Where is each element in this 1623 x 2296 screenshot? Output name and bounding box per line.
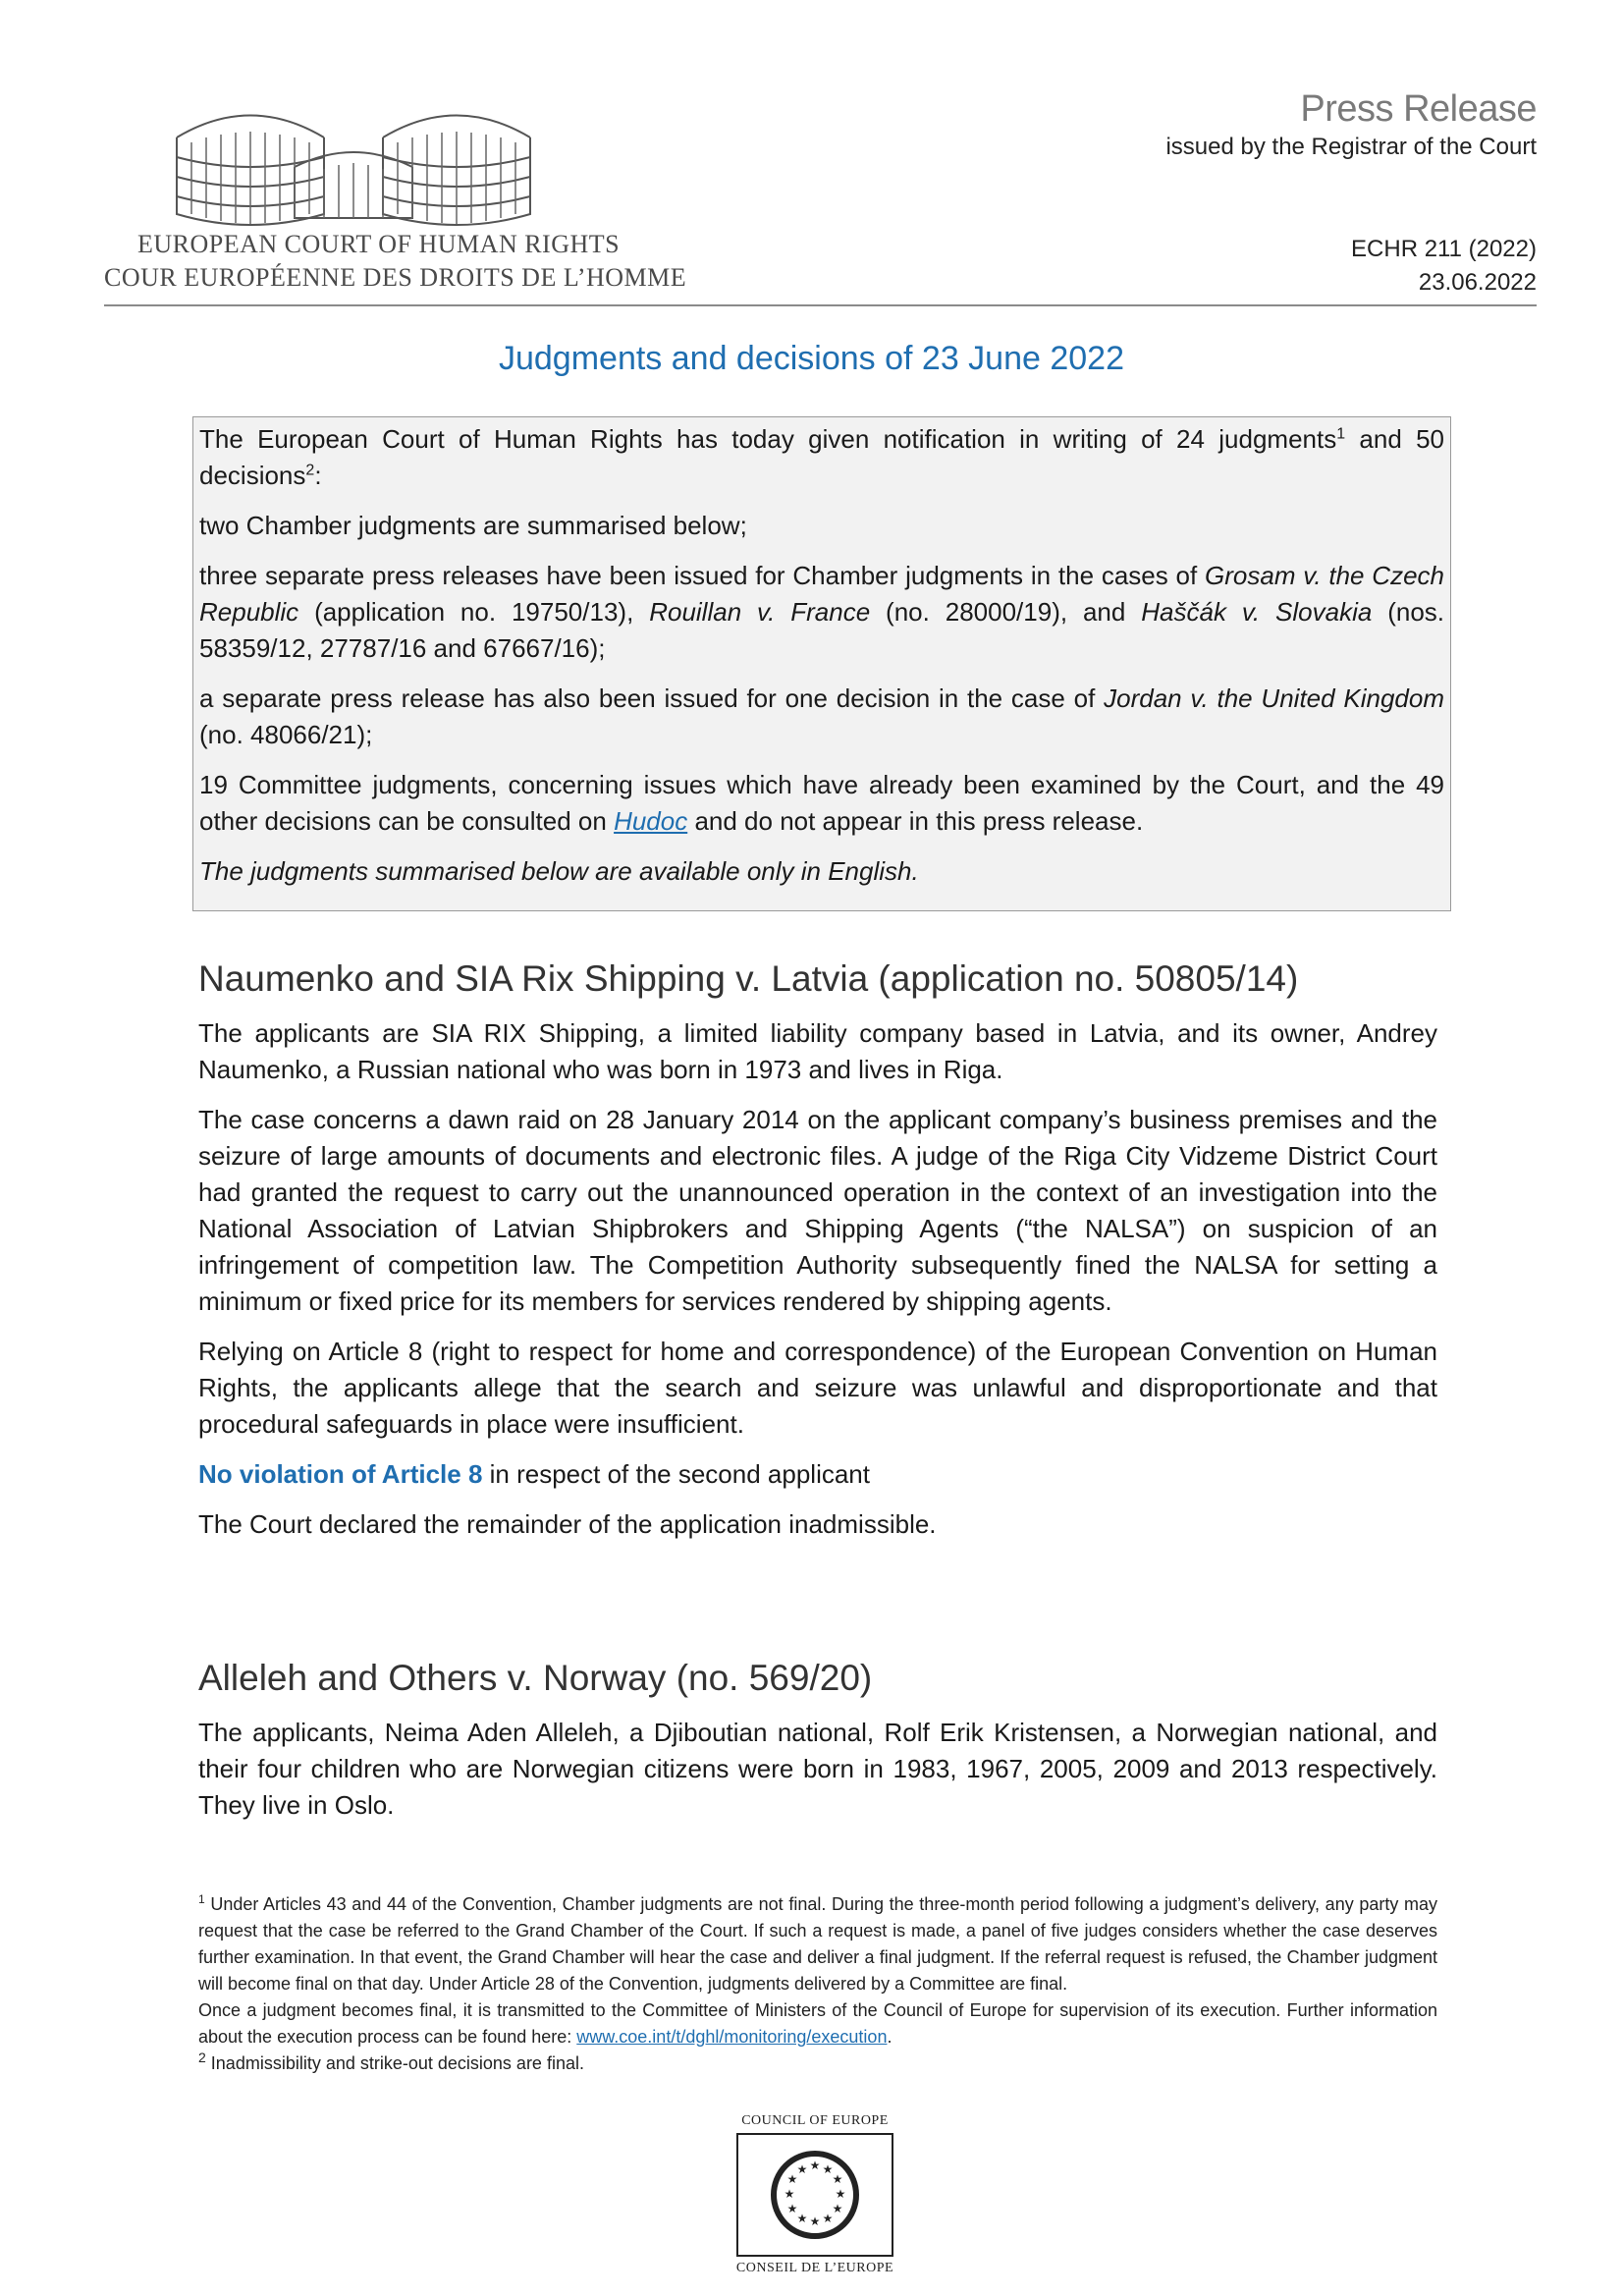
coe-emblem [736,2133,893,2257]
case-paragraph: The case concerns a dawn raid on 28 January 2014 on the applicant company’s business premises and the seizure of large amounts of documents and electronic files. A judge of the Riga City Vidzeme District Court had granted the request to carry out the unannounced operation in the context of an investigation into the National Association of Latvian Shipbrokers and Shipping Agents (“the NALSA”) on suspicion of an infringement of competition law. The Competition Authority subsequently fined the NALSA for setting a minimum or fixed price for its members for services rendered by shipping agents. [198,1105,1437,1316]
case-heading: Naumenko and SIA Rix Shipping v. Latvia (application no. 50805/14) [198,958,1299,999]
footnote-2: $^2$ Inadmissibility and strike-out decisions are final. [198,2050,584,2073]
case-name: Rouillan v. France [649,597,871,627]
summary-paragraph-6: The judgments summarised below are available only in English. [199,856,919,886]
svg-text:★: ★ [786,2202,798,2215]
court-building-logo [98,98,560,236]
case-paragraph: The applicants are SIA RIX Shipping, a limited liability company based in Latvia, and its owner, Andrey Naumenko, a Russian national who was born in 1973 and lives in Riga. [198,1018,1437,1084]
summary-paragraph-1: The European Court of Human Rights has today given notification in writing of 24 judgments$^1$ and 50 decisions$^2$: [199,424,1445,490]
coe-name-english: COUNCIL OF EUROPE [741,2113,889,2128]
footnote-ref-1[interactable]: 1 [1336,425,1346,443]
case-heading: Alleleh and Others v. Norway (no. 569/20) [198,1658,873,1698]
header-divider [104,304,1537,306]
svg-text:★: ★ [809,2159,821,2172]
summary-paragraph-3: three separate press releases have been issued for Chamber judgments in the cases of Grosam v. the Czech Republic (application no. 19750/13), Rouillan v. France (no. 28000/19), and Haščák v. Slovakia (nos. 58359/12, 27787/16 and 67667/16); [199,561,1445,663]
case-name: Jordan v. the United Kingdom [1104,683,1444,713]
case-section-alleleh [198,1658,1437,1837]
svg-text:★: ★ [809,2214,821,2228]
footnote-1-continued: Once a judgment becomes final, it is transmitted to the Committee of Ministers of the Council of Europe for supervision of its execution. Further information about the execution process can be found here: www.coe.int/t/dghl/monitoring/execution. [198,2000,1437,2047]
footnotes [198,1891,1437,2077]
case-name: Grosam v. the Czech Republic [199,561,1444,627]
footnote-ref-2[interactable]: 2 [305,462,315,479]
svg-text:★: ★ [796,2162,808,2176]
release-date: 23.06.2022 [1418,269,1537,296]
case-name: Haščák v. Slovakia [1141,597,1373,627]
summary-paragraph-5: 19 Committee judgments, concerning issues which have already been examined by the Court, and the 49 other decisions can be consulted on Hudoc and do not appear in this press release. [199,770,1444,836]
coe-name-french: CONSEIL DE L’EUROPE [735,2261,894,2275]
verdict-label: No violation of Article 8 [198,1459,483,1489]
case-section-naumenko [198,958,1437,1557]
hudoc-link[interactable]: Hudoc [614,806,688,836]
release-reference: ECHR 211 (2022) [1351,236,1537,262]
svg-text:★: ★ [822,2212,834,2225]
summary-box [192,416,1451,911]
case-paragraph: The applicants, Neima Aden Alleleh, a Djiboutian national, Rolf Erik Kristensen, a Norwegian national, and their four children who are Norwegian citizens were born in 1983, 1967, 2005, 2009 and 2013 respectively. They live in Oslo. [198,1718,1437,1820]
coe-stars-icon [738,2135,892,2255]
svg-text:★: ★ [784,2187,795,2201]
court-name-french: COUR EUROPÉENNE DES DROITS DE L’HOMME [104,263,687,292]
court-name-english: EUROPEAN COURT OF HUMAN RIGHTS [137,230,621,258]
svg-text:★: ★ [835,2187,846,2201]
case-paragraph: Relying on Article 8 (right to respect for home and correspondence) of the European Convention on Human Rights, the applicants allege that the search and seizure was unlawful and disproportionate and that procedural safeguards in place were insufficient. [198,1337,1437,1439]
svg-text:★: ★ [822,2162,834,2176]
case-paragraph: The Court declared the remainder of the application inadmissible. [198,1509,937,1539]
execution-link[interactable]: www.coe.int/t/dghl/monitoring/execution [576,2027,888,2047]
case-verdict: No violation of Article 8 in respect of the second applicant [198,1459,870,1489]
page-title: Judgments and decisions of 23 June 2022 [498,340,1124,377]
svg-text:★: ★ [796,2212,808,2225]
footnote-1: $^1$ Under Articles 43 and 44 of the Convention, Chamber judgments are not final. During the three-month period following a judgment’s delivery, any party may request that the case be referred to the Grand Chamber of the Court. If such a request is made, a panel of five judges considers whether the case deserves further examination. In that event, the Grand Chamber will hear the case and deliver a final judgment. If the referral request is refused, the Chamber judgment will become final on that day. Under Article 28 of the Convention, judgments delivered by a Committee are final. [198,1892,1437,1994]
svg-text:★: ★ [832,2172,843,2186]
svg-text:★: ★ [786,2172,798,2186]
issued-by: issued by the Registrar of the Court [1165,134,1537,160]
council-of-europe-logo [727,2113,903,2276]
svg-text:★: ★ [832,2202,843,2215]
summary-paragraph-2: two Chamber judgments are summarised below; [199,511,747,540]
summary-paragraph-4: a separate press release has also been issued for one decision in the case of Jordan v. the United Kingdom (no. 48066/21); [199,683,1444,749]
press-release-title: Press Release [1300,88,1537,130]
